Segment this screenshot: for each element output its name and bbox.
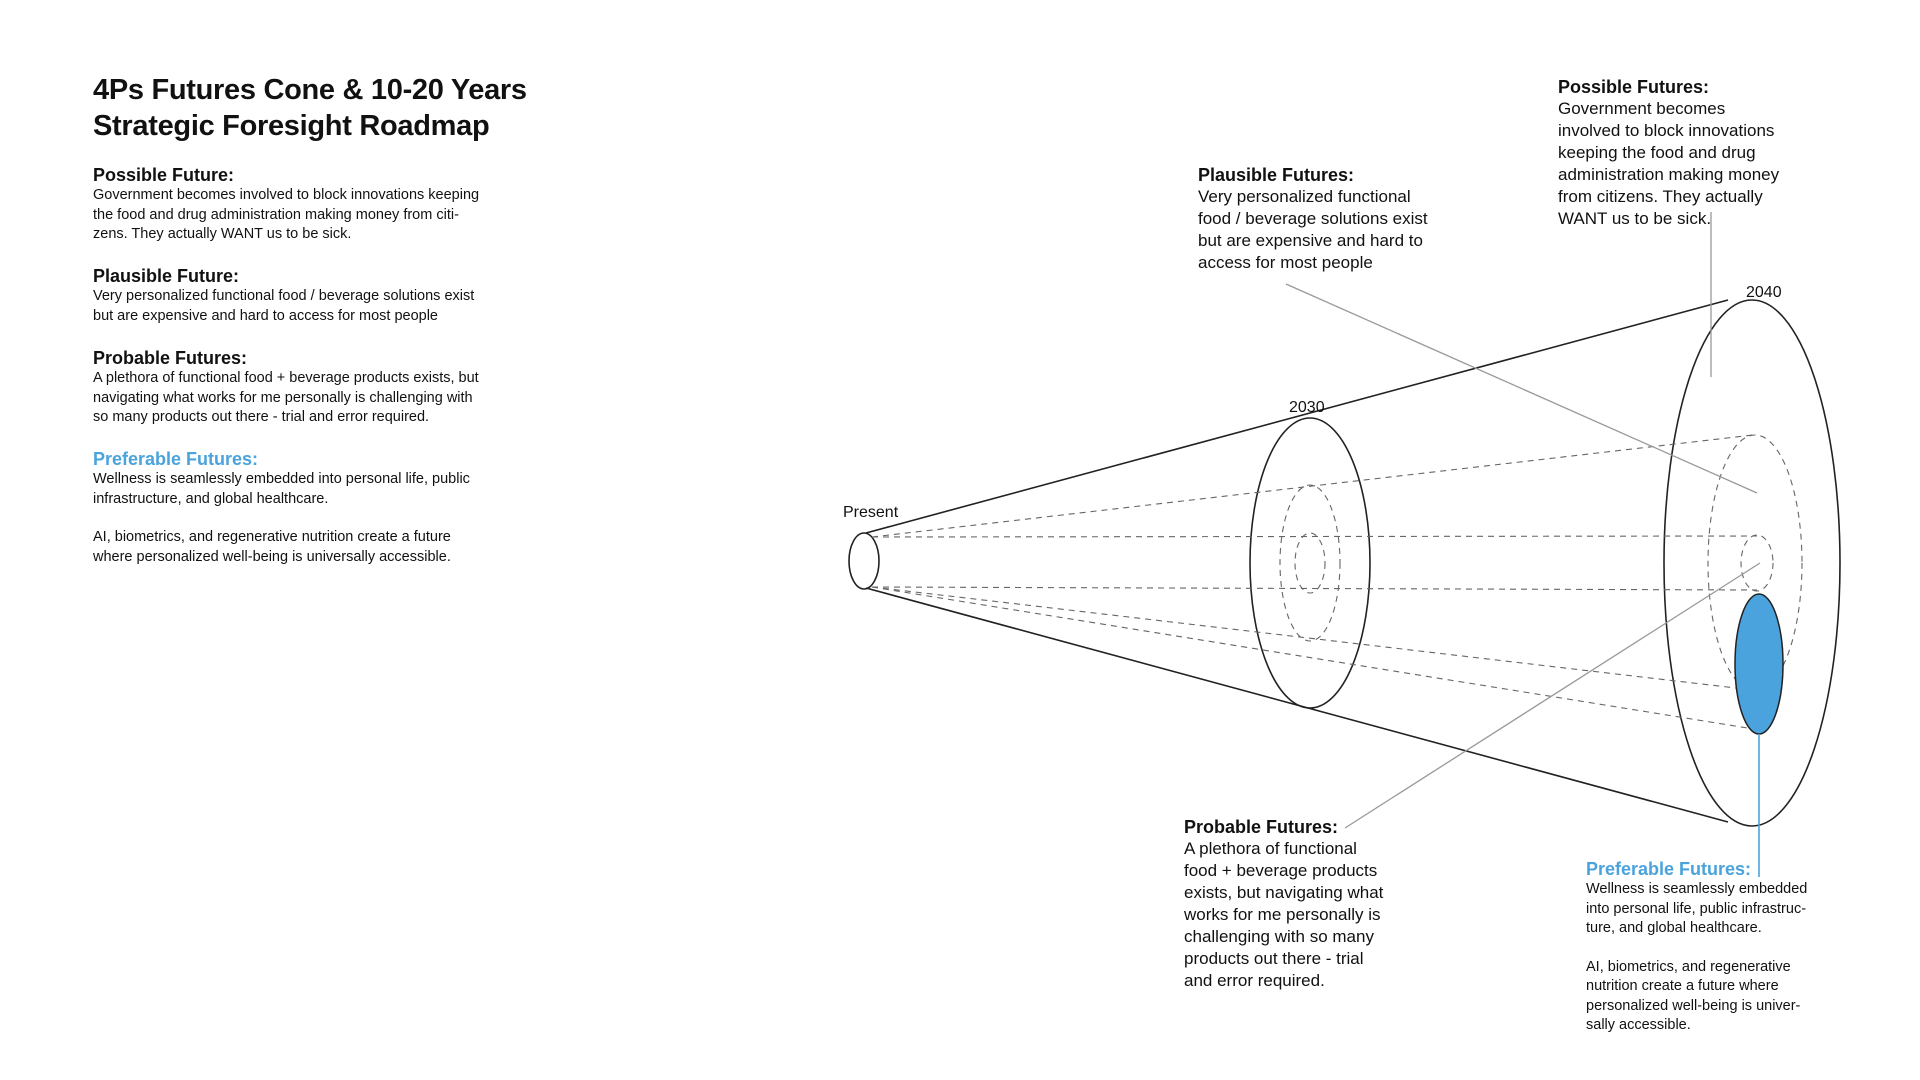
plausible-future-heading: Plausible Future: bbox=[93, 266, 240, 286]
preferable-cone-line bbox=[872, 587, 1760, 730]
probable-ellipse-2040 bbox=[1741, 535, 1773, 591]
year-2030-label: 2030 bbox=[1289, 399, 1325, 416]
callout-preferable-futures: Preferable Futures: Wellness is seamlessly embedded into personal life, public infrastruc- ture, and global healthcare. AI, biometrics, and regenerative nutrition create a future where personalized well-being is univer- sally accessible. bbox=[1586, 859, 1808, 1033]
page-title: 4Ps Futures Cone & 10-20 Years Strategic Foresight Roadmap bbox=[93, 74, 527, 142]
preferable-futures-ellipse bbox=[1735, 594, 1783, 734]
ellipse-2040 bbox=[1664, 300, 1840, 826]
probable-leader-line bbox=[1345, 563, 1760, 828]
left-section-possible: Possible Future: Government becomes involved to block innovations keeping the food and drug administration making money from citi- zens. They actually WANT us to be sick. bbox=[93, 165, 480, 242]
probable-futures-heading: Probable Futures: bbox=[93, 348, 248, 368]
callout-possible-futures: Possible Futures: Government becomes involved to block innovations keeping the food and drug administration making money from citizens. They actually WANT us to be sick. bbox=[1558, 77, 1780, 228]
probable-cone-bottom bbox=[872, 587, 1757, 590]
year-2040-label: 2040 bbox=[1746, 284, 1782, 301]
left-section-plausible: Plausible Future: Very personalized functional food / beverage solutions exist but are expensive and hard to access for most people bbox=[93, 266, 475, 324]
present-ellipse bbox=[849, 533, 879, 589]
plausible-cone-top bbox=[872, 435, 1753, 537]
possible-future-heading: Possible Future: bbox=[93, 165, 235, 185]
left-section-preferable: Preferable Futures: Wellness is seamlessly embedded into personal life, public infrastructure, and global healthcare. AI, biometrics, and regenerative nutrition create a future where personalized well-being is universally accessible. bbox=[93, 449, 470, 565]
plausible-cone-bottom bbox=[872, 587, 1753, 690]
present-label: Present bbox=[843, 504, 899, 521]
callout-probable-futures: Probable Futures: A plethora of functional food + beverage products exists, but navigating what works for me personally is challenging with so many products out there - trial and error required. bbox=[1184, 817, 1384, 990]
plausible-ellipse-2030 bbox=[1280, 485, 1340, 641]
callout-plausible-futures: Plausible Futures: Very personalized functional food / beverage solutions exist but are expensive and hard to access for most people bbox=[1198, 165, 1428, 272]
cone-top-edge bbox=[866, 300, 1728, 533]
left-section-probable: Probable Futures: A plethora of functional food + beverage products exists, but navigating what works for me personally is challenging with so many products out there - trial and error required. bbox=[93, 348, 479, 425]
probable-cone-top bbox=[872, 536, 1757, 537]
probable-ellipse-2030 bbox=[1295, 533, 1325, 593]
preferable-futures-heading: Preferable Futures: bbox=[93, 449, 259, 469]
